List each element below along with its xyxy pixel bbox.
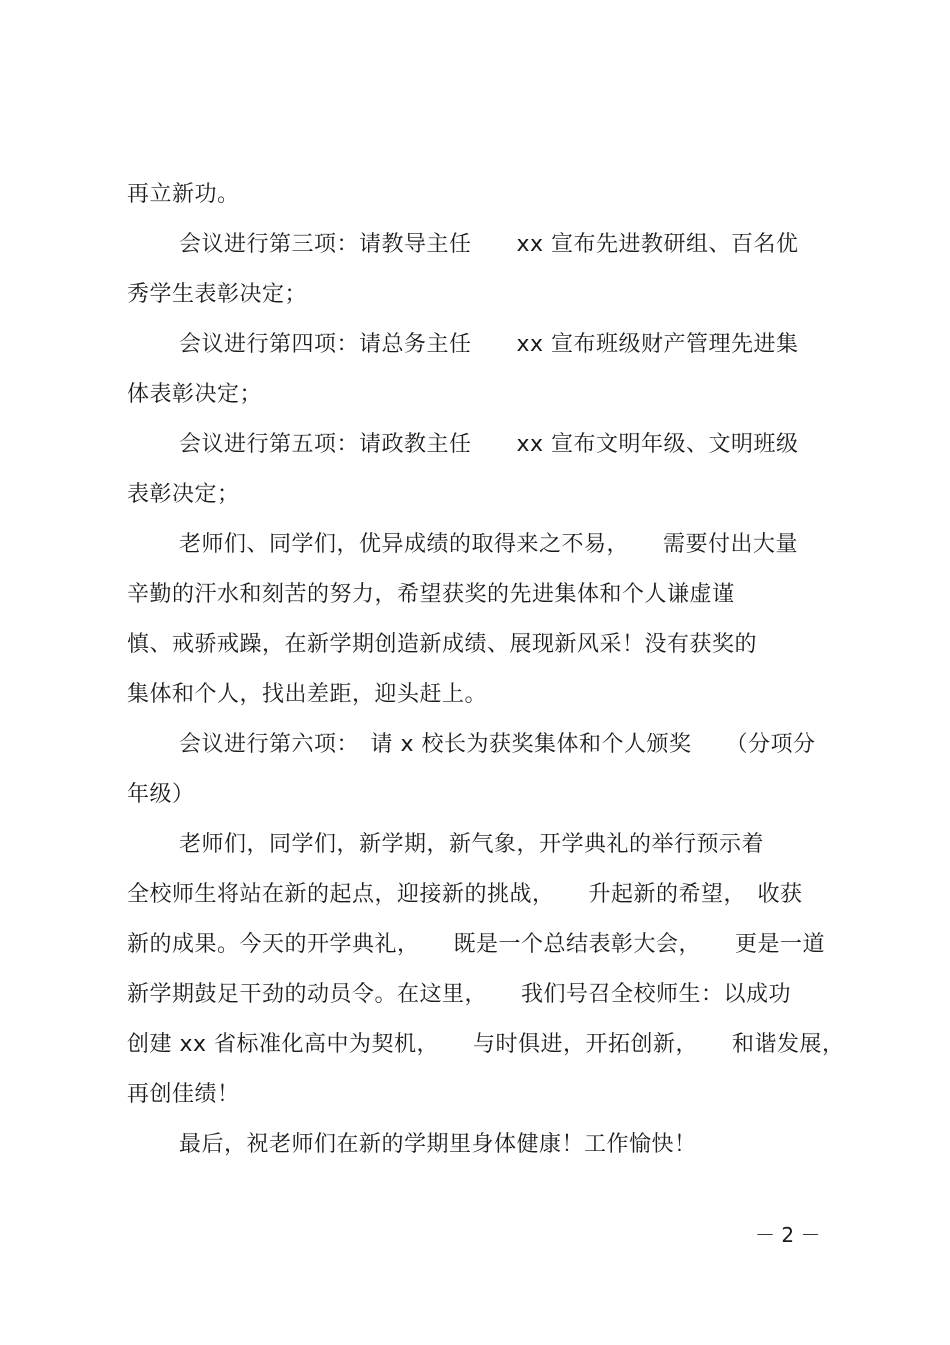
body-text-line: 老师们、同学们，优异成绩的取得来之不易， 需要付出大量 xyxy=(179,532,799,557)
body-text-line: 辛勤的汗水和刻苦的努力，希望获奖的先进集体和个人谦虚谨 xyxy=(127,582,735,607)
body-text-line: 集体和个人，找出差距，迎头赶上。 xyxy=(127,682,488,707)
body-text-line: 最后，祝老师们在新的学期里身体健康！工作愉快！ xyxy=(179,1132,697,1157)
body-text-line: 创建 xx 省标准化高中为契机， 与时俱进，开拓创新， 和谐发展， xyxy=(127,1032,845,1057)
body-text-line: 体表彰决定； xyxy=(127,382,263,407)
body-text-line: 会议进行第四项：请总务主任 xx 宣布班级财产管理先进集 xyxy=(179,332,799,357)
body-text-line: 会议进行第六项： 请 x 校长为获奖集体和个人颁奖 （分项分 xyxy=(179,732,816,757)
page-number: － 2 － xyxy=(755,1223,821,1247)
body-text-line: 表彰决定； xyxy=(127,482,240,507)
body-text-line: 会议进行第三项：请教导主任 xx 宣布先进教研组、百名优 xyxy=(179,232,799,257)
body-text-line: 慎、戒骄戒躁，在新学期创造新成绩、展现新风采！没有获奖的 xyxy=(127,632,758,657)
body-text-line: 再立新功。 xyxy=(127,182,240,207)
body-text-line: 全校师生将站在新的起点，迎接新的挑战， 升起新的希望， 收获 xyxy=(127,882,803,907)
body-text-line: 秀学生表彰决定； xyxy=(127,282,308,307)
body-text-line: 再创佳绩！ xyxy=(127,1082,240,1107)
body-text-line: 年级） xyxy=(127,782,195,807)
body-text-line: 新的成果。今天的开学典礼， 既是一个总结表彰大会， 更是一道 xyxy=(127,932,826,957)
body-text-line: 老师们，同学们，新学期，新气象，开学典礼的举行预示着 xyxy=(179,832,765,857)
body-text-line: 会议进行第五项：请政教主任 xx 宣布文明年级、文明班级 xyxy=(179,432,799,457)
body-text-line: 新学期鼓足干劲的动员令。在这里， 我们号召全校师生：以成功 xyxy=(127,982,792,1007)
